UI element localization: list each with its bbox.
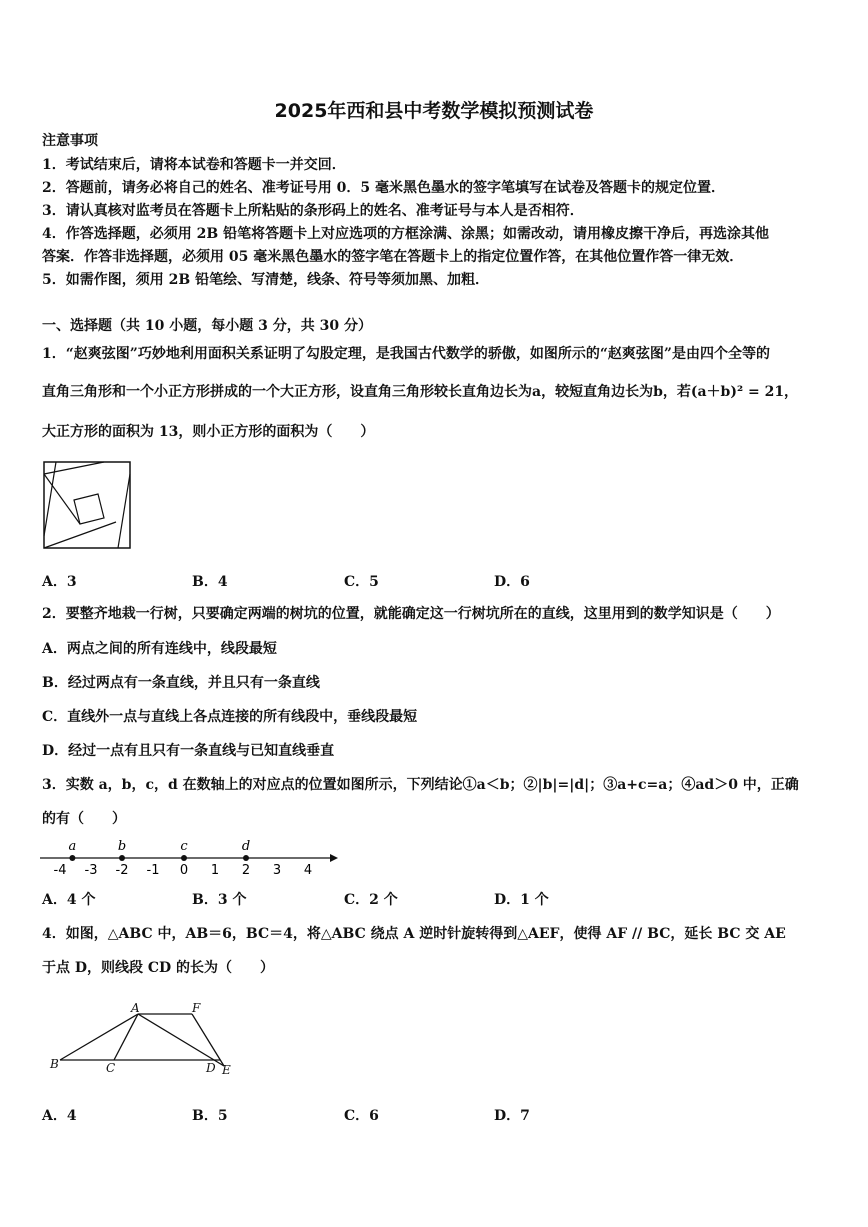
axis-tick-label: -4 bbox=[53, 863, 67, 878]
q1-option-c: C．5 bbox=[344, 574, 379, 590]
question-3-line-2: 的有（ ） bbox=[42, 811, 126, 827]
note-item: 3．请认真核对监考员在答题卡上所粘贴的条形码上的姓名、准考证号与本人是否相符． bbox=[42, 203, 584, 219]
label-b: B bbox=[50, 1057, 59, 1071]
axis-tick-label: -1 bbox=[146, 863, 160, 878]
question-1-line-1: 1．“赵爽弦图”巧妙地利用面积关系证明了勾股定理，是我国古代数学的骄傲，如图所示的“赵爽弦图”是由四个全等的 bbox=[42, 346, 770, 362]
q4-option-a: A．4 bbox=[42, 1108, 77, 1124]
note-item: 4．作答选择题，必须用 2B 铅笔将答题卡上对应选项的方框涂满、涂黑；如需改动，请用橡皮擦干净后，再选涂其他 bbox=[42, 226, 770, 242]
question-2-line-1: 2．要整齐地栽一行树，只要确定两端的树坑的位置，就能确定这一行树坑所在的直线，这里用到的数学知识是（ ） bbox=[42, 606, 780, 622]
question-1-line-2: 直角三角形和一个小正方形拼成的一个大正方形，设直角三角形较长直角边长为a，较短直角边长为b，若(a＋b)² = 21， bbox=[42, 384, 799, 400]
point-a bbox=[69, 855, 75, 861]
q2-option-a: A．两点之间的所有连线中，线段最短 bbox=[42, 641, 277, 657]
label-d: D bbox=[206, 1061, 216, 1075]
point-label-b: b bbox=[117, 839, 127, 854]
q3-option-b: B．3 个 bbox=[192, 892, 247, 908]
q2-option-d: D．经过一点有且只有一条直线与已知直线垂直 bbox=[42, 743, 335, 759]
axis-tick-label: 3 bbox=[272, 863, 282, 878]
q1-option-b: B．4 bbox=[192, 574, 228, 590]
q3-option-d: D．1 个 bbox=[494, 892, 549, 908]
question-4-line-1: 4．如图，△ABC 中，AB＝6，BC＝4，将△ABC 绕点 A 逆时针旋转得到△AEF，使得 AF // BC，延长 BC 交 AE bbox=[42, 926, 786, 942]
axis-tick-label: 1 bbox=[210, 863, 220, 878]
note-item: 2．答题前，请务必将自己的姓名、准考证号用 0．5 毫米黑色墨水的签字笔填写在试卷及答题卡的规定位置． bbox=[42, 180, 725, 196]
note-item: 5．如需作图，须用 2B 铅笔绘、写清楚，线条、符号等须加黑、加粗． bbox=[42, 272, 490, 288]
axis-tick-label: 2 bbox=[241, 863, 251, 878]
label-c: C bbox=[106, 1061, 116, 1075]
point-b bbox=[119, 855, 125, 861]
axis-tick-label: -3 bbox=[84, 863, 98, 878]
question-4-line-2: 于点 D，则线段 CD 的长为（ ） bbox=[42, 960, 275, 976]
label-a: A bbox=[131, 1001, 140, 1015]
point-label-c: c bbox=[180, 839, 188, 854]
q4-option-d: D．7 bbox=[494, 1108, 530, 1124]
q4-option-b: B．5 bbox=[192, 1108, 228, 1124]
point-c bbox=[181, 855, 187, 861]
axis-tick-label: -2 bbox=[115, 863, 129, 878]
section-heading: 一、选择题（共 10 小题，每小题 3 分，共 30 分） bbox=[42, 318, 372, 334]
axis-tick-label: 0 bbox=[179, 863, 189, 878]
q3-option-c: C．2 个 bbox=[344, 892, 398, 908]
q1-option-a: A．3 bbox=[42, 574, 77, 590]
label-e: E bbox=[222, 1063, 231, 1077]
q2-option-c: C．直线外一点与直线上各点连接的所有线段中，垂线段最短 bbox=[42, 709, 418, 725]
note-item: 1．考试结束后，请将本试卷和答题卡一并交回． bbox=[42, 157, 346, 173]
point-label-a: a bbox=[68, 839, 77, 854]
zhao-shuang-figure bbox=[42, 460, 132, 550]
number-line-figure bbox=[40, 830, 340, 880]
page-title: 2025年西和县中考数学模拟预测试卷 bbox=[274, 100, 594, 122]
question-3-line-1: 3．实数 a，b，c，d 在数轴上的对应点的位置如图所示，下列结论①a＜b；②|b|=|d|；③a+c=a；④ad＞0 中，正确 bbox=[42, 777, 799, 793]
question-1-line-3: 大正方形的面积为 13，则小正方形的面积为（ ） bbox=[42, 424, 375, 440]
q4-option-c: C．6 bbox=[344, 1108, 379, 1124]
notes-heading: 注意事项 bbox=[42, 133, 98, 149]
point-label-d: d bbox=[241, 839, 251, 854]
triangle-rotation-figure bbox=[42, 1000, 242, 1080]
q3-option-a: A．4 个 bbox=[42, 892, 96, 908]
q1-option-d: D．6 bbox=[494, 574, 530, 590]
axis-tick-label: 4 bbox=[303, 863, 313, 878]
label-f: F bbox=[192, 1001, 201, 1015]
q2-option-b: B．经过两点有一条直线，并且只有一条直线 bbox=[42, 675, 320, 691]
note-item: 答案．作答非选择题，必须用 05 毫米黑色墨水的签字笔在答题卡上的指定位置作答，在其他位置作答一律无效． bbox=[42, 249, 744, 265]
point-d bbox=[243, 855, 249, 861]
